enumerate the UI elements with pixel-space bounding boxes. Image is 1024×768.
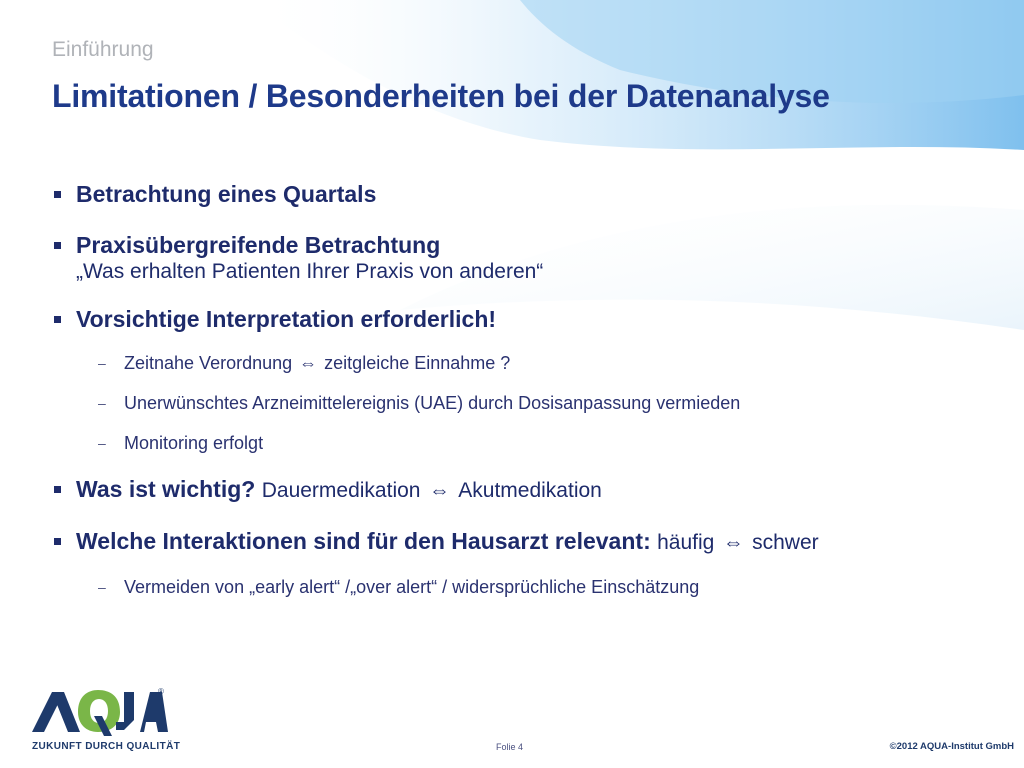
bullet-text-bold: Was ist wichtig? [76, 476, 256, 502]
subbullet-text-a: Zeitnahe Verordnung [124, 353, 293, 373]
dash-icon: – [98, 435, 106, 451]
bullet-betrachtung-quartal [52, 180, 992, 208]
double-arrow-icon: ⇔ [299, 353, 318, 373]
copyright: ©2012 AQUA-Institut GmbH [889, 741, 1014, 752]
dash-icon: – [98, 395, 106, 411]
double-arrow-icon: ⇔ [722, 531, 744, 554]
section-label: Einführung [52, 38, 154, 61]
bullet-text-a: Dauermedikation [261, 479, 421, 502]
slide-title: Limitationen / Besonderheiten bei der Datenanalyse [52, 78, 830, 114]
bullet-colon: : [643, 528, 651, 554]
page-number: Folie 4 [496, 742, 524, 752]
bullet-text-b: Akutmedikation [458, 479, 602, 502]
bullet-vorsichtige-interpretation [52, 305, 992, 333]
subbullet-text: Unerwünschtes Arzneimittelereignis (UAE) durch Dosisanpassung vermieden [124, 393, 741, 413]
subbullet-zeitnahe-verordnung [52, 351, 992, 375]
bullet-text-bold: Welche Interaktionen sind für den Hausarzt relevant [76, 528, 644, 554]
registered-mark: ® [158, 687, 164, 696]
bullet-list [52, 170, 992, 599]
dash-icon: – [98, 355, 106, 371]
bullet-square-icon [54, 316, 61, 323]
subbullet-text: Vermeiden von „early alert“ /„over alert“ / widersprüchliche Einschätzung [124, 577, 700, 597]
dash-icon: – [98, 579, 106, 595]
bullet-subline: „Was erhalten Patienten Ihrer Praxis von anderen“ [76, 260, 544, 283]
double-arrow-icon: ⇔ [428, 479, 450, 502]
subbullet-text-b: zeitgleiche Einnahme ? [324, 353, 511, 373]
subbullet-uae [52, 391, 992, 415]
bullet-praxisuebergreifend [52, 231, 992, 285]
subbullet-text: Monitoring erfolgt [124, 433, 264, 453]
bullet-square-icon [54, 486, 61, 493]
bullet-square-icon [54, 538, 61, 545]
logo-tagline: ZUKUNFT DURCH QUALITÄT [32, 741, 181, 752]
subbullet-monitoring [52, 431, 992, 455]
bullet-was-ist-wichtig [52, 475, 992, 505]
bullet-welche-interaktionen [52, 527, 992, 557]
subbullet-vermeiden-alert [52, 575, 992, 599]
bullet-text: Betrachtung eines Quartals [76, 181, 377, 207]
bullet-text: Praxisübergreifende Betrachtung [76, 232, 441, 258]
bullet-text-b: schwer [752, 531, 819, 554]
bullet-text: Vorsichtige Interpretation erforderlich! [76, 306, 497, 332]
bullet-text-a: häufig [657, 531, 715, 554]
bullet-square-icon [54, 242, 61, 249]
bullet-square-icon [54, 191, 61, 198]
